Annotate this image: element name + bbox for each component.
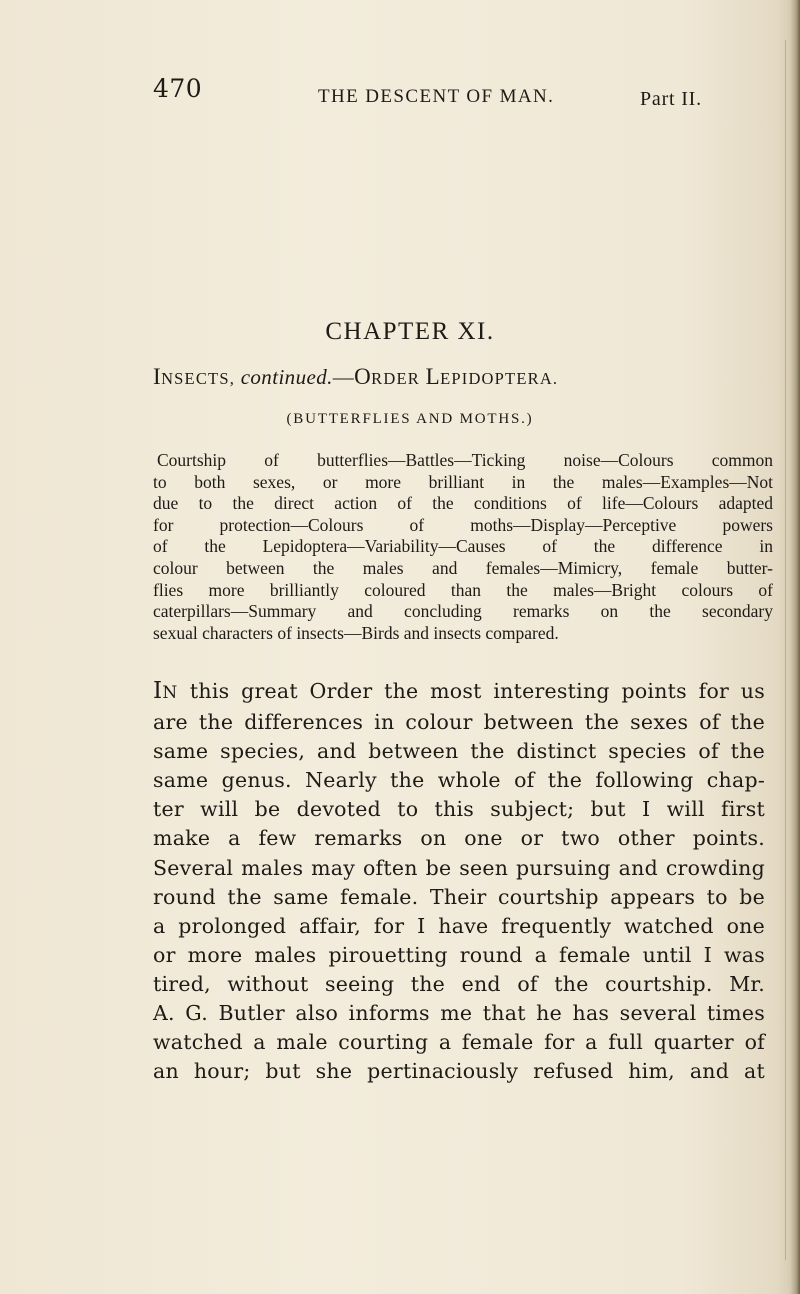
body-line: A. G. Butler also informs me that he has several times [153,1001,765,1026]
body-line: same genus. Nearly the whole of the following chap- [153,768,765,793]
subtitle-order-cap: O [354,364,372,389]
summary-line: due to the direct action of the conditions of life—Colours adapted [153,493,773,514]
chapter-subtitle [153,364,773,390]
body-line: round the same female. Their courtship appears to be [153,884,765,909]
chapter-parenthetical: (BUTTERFLIES AND MOTHS.) [286,411,534,427]
body-line: watched a male courting a female for a full quarter of [153,1030,765,1055]
summary-line: flies more brilliantly coloured than the males—Bright colours of [153,579,773,600]
body-text [153,677,765,1086]
chapter-title: CHAPTER XI. [325,318,495,345]
subtitle-lepidoptera-rest: EPIDOPTERA. [440,369,559,388]
subtitle-continued: continued. [240,365,333,389]
summary-line: for protection—Colours of moths—Display—Perceptive powers [153,514,773,535]
body-line: ter will be devoted to this subject; but I will first [153,797,765,822]
page-edge-line [785,40,786,1260]
subtitle-dash: — [332,365,355,389]
body-line: are the differences in colour between the sexes of the [153,710,765,735]
subtitle-order-rest: RDER [371,369,420,388]
page-edge-shadow [790,0,800,1294]
running-title: THE DESCENT OF MAN. [318,86,555,107]
subtitle-insects-rest: NSECTS, [161,369,236,388]
summary-line: to both sexes, or more brilliant in the males—Examples—Not [153,471,773,492]
summary-line: colour between the males and females—Mimicry, female butter- [153,557,773,578]
running-header [0,74,800,114]
body-line: a prolonged affair, for I have frequently watched one [153,913,765,938]
part-label: Part II. [640,88,702,110]
opening-cap: I [153,678,163,704]
first-line-rest: this great Order the most interesting points for us [178,679,765,703]
body-line: make a few remarks on one or two other points. [153,826,765,851]
summary-line: sexual characters of insects—Birds and insects compared. [153,622,559,643]
opening-small-cap: N [162,683,179,703]
summary-line: of the Lepidoptera—Variability—Causes of the difference in [153,536,773,557]
summary-line: Courtship of butterflies—Battles—Ticking noise—Colours common [157,450,773,470]
subtitle-insects-cap: I [153,364,162,389]
subtitle-lepidoptera-cap: L [425,364,441,389]
body-line: an hour; but she pertinaciously refused him, and at [153,1059,765,1084]
body-line: same species, and between the distinct species of the [153,739,765,764]
page-number: 470 [153,74,203,103]
summary-line: caterpillars—Summary and concluding remarks on the secondary [153,601,773,622]
chapter-summary [153,450,773,644]
body-line: tired, without seeing the end of the courtship. Mr. [153,971,765,996]
body-line: Several males may often be seen pursuing and crowding [153,855,765,880]
body-line: or more males pirouetting round a female until I was [153,942,765,967]
body-first-line [153,677,765,708]
